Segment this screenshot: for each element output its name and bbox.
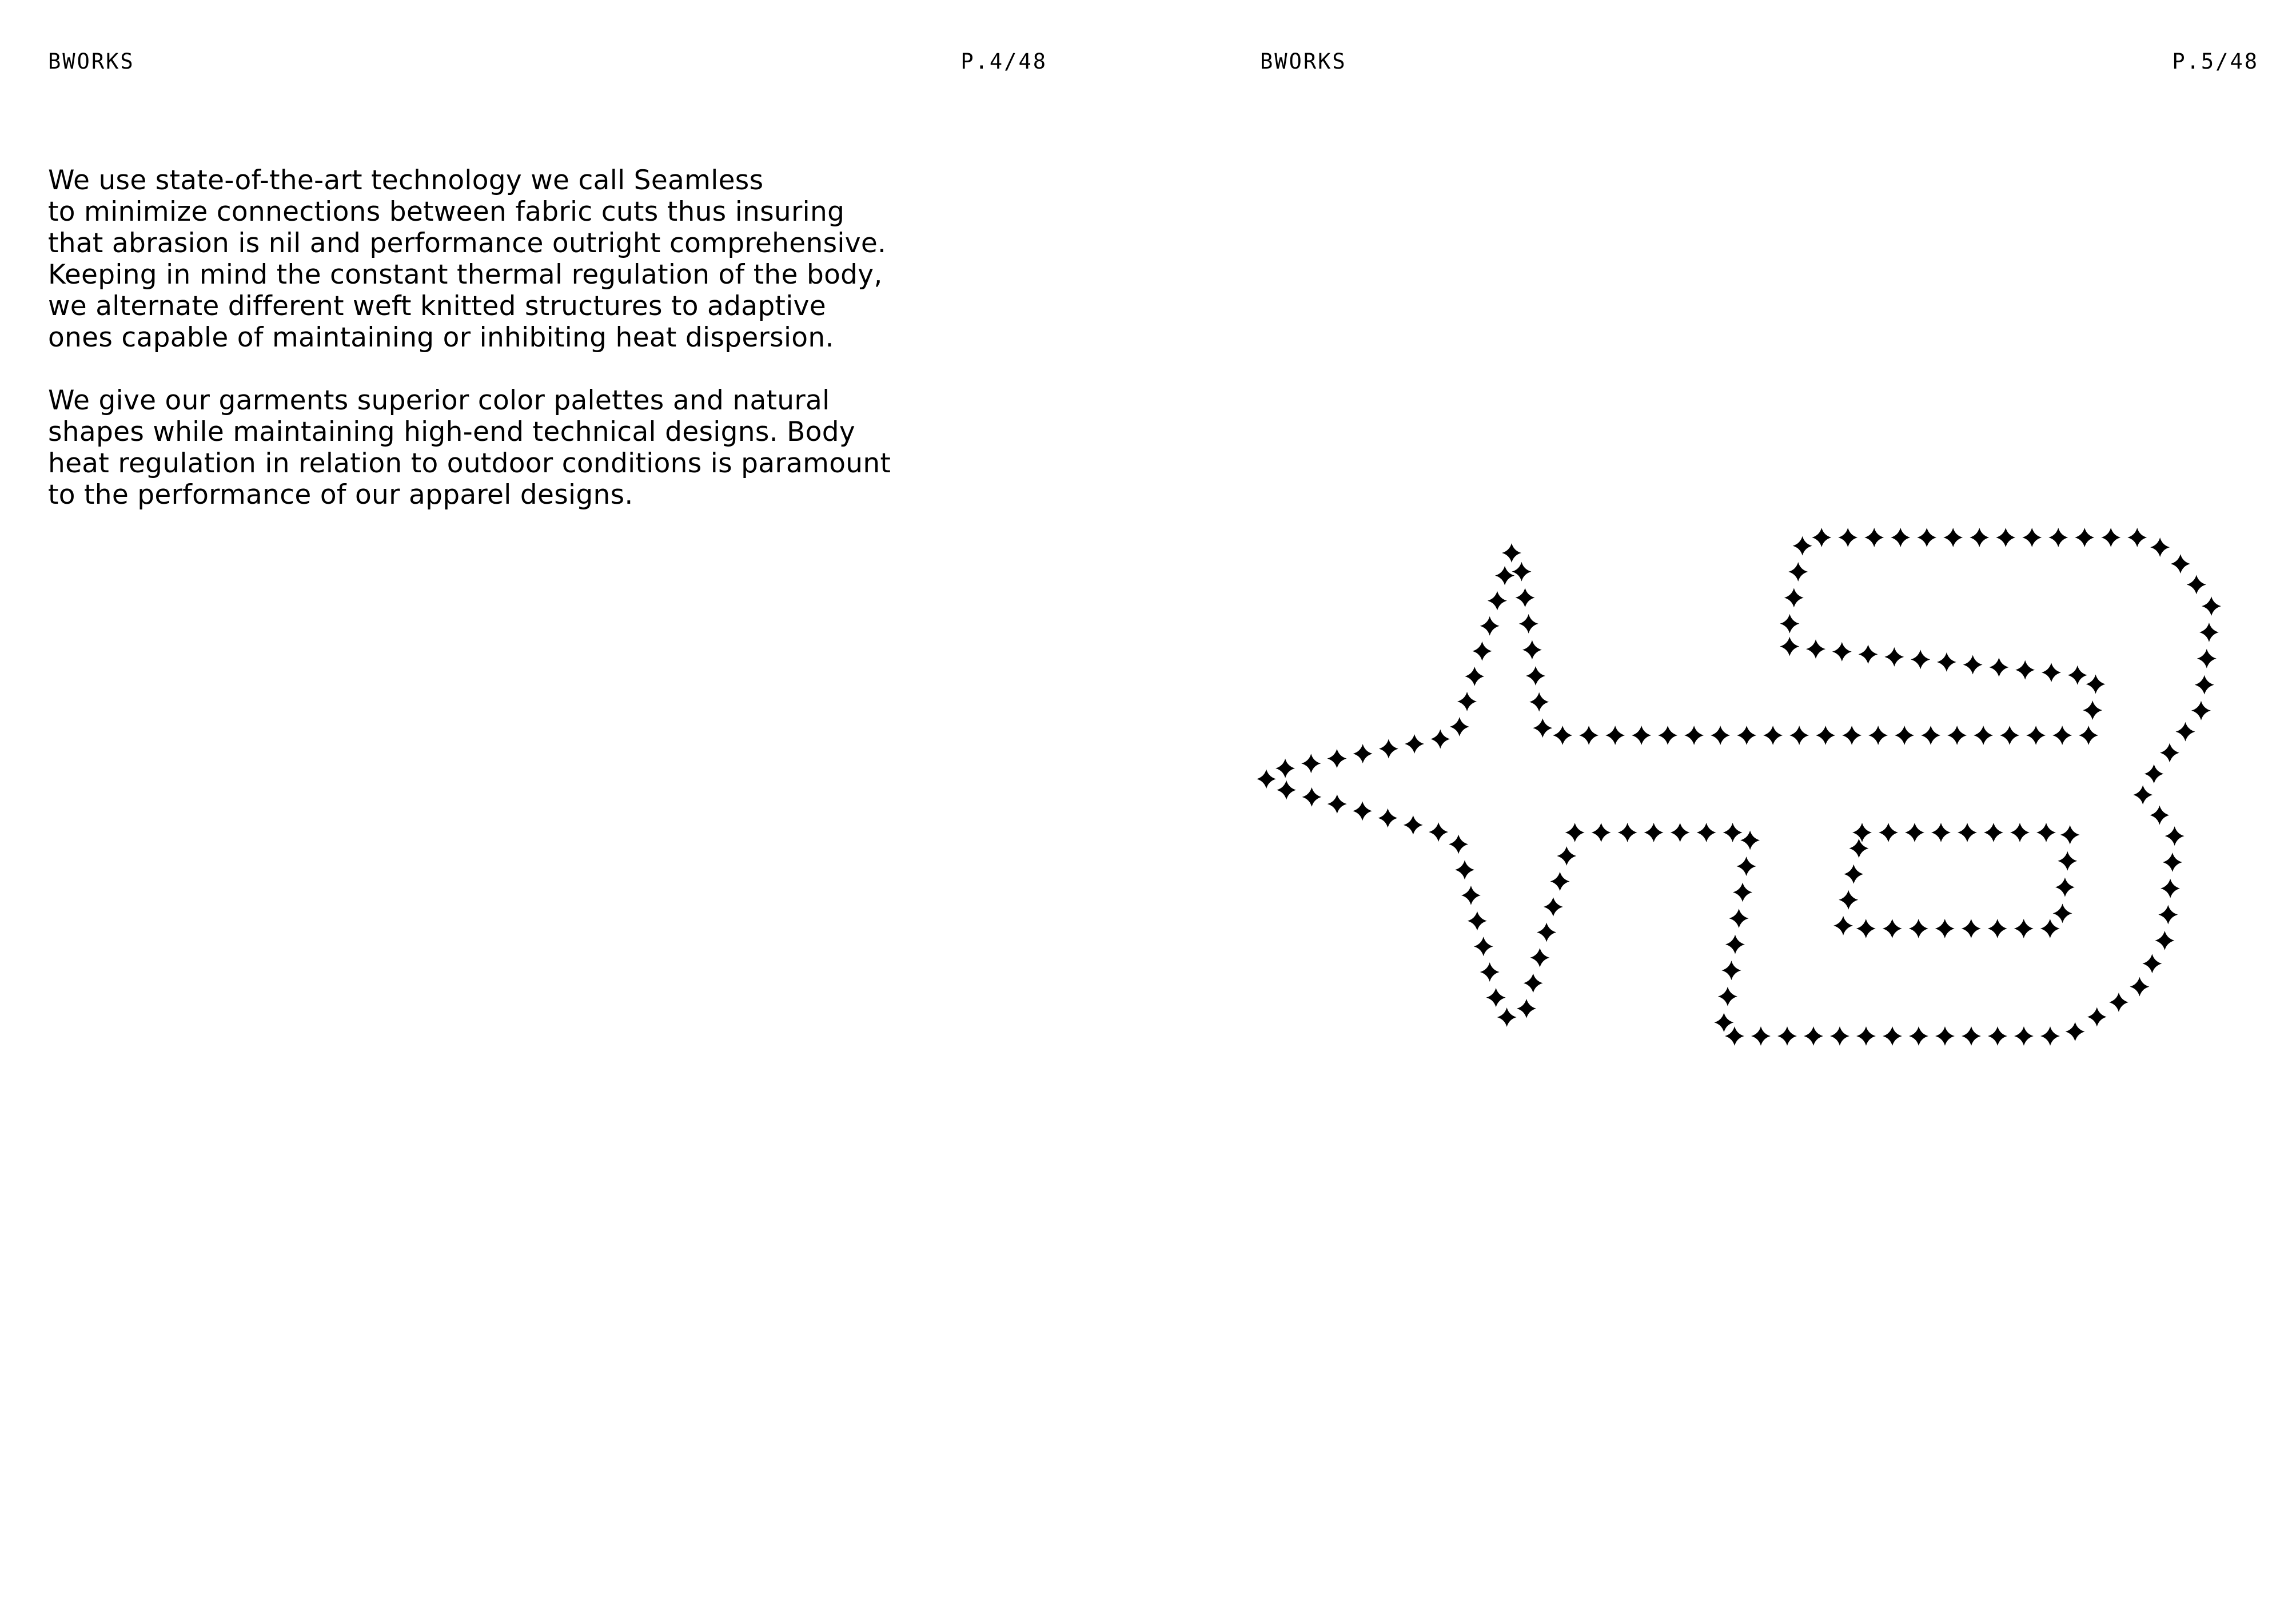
stitch-star-icon bbox=[1725, 1026, 1744, 1046]
stitch-star-icon bbox=[2142, 954, 2162, 973]
stitch-star-icon bbox=[1937, 652, 1956, 672]
stitch-star-icon bbox=[1529, 692, 1549, 712]
text-line: We use state-of-the-art technology we call Seamless bbox=[48, 165, 764, 196]
stitch-star-icon bbox=[1684, 726, 1704, 745]
stitch-star-icon bbox=[2083, 700, 2102, 720]
stitch-star-icon bbox=[1830, 1026, 1849, 1046]
stitch-star-icon bbox=[1935, 1026, 1955, 1046]
stitch-star-icon bbox=[1544, 897, 1563, 917]
stitch-star-icon bbox=[1737, 857, 1756, 876]
stitch-star-icon bbox=[1557, 846, 1576, 866]
stitch-star-icon bbox=[1275, 759, 1295, 778]
stitch-star-icon bbox=[1327, 749, 1346, 768]
stitch-star-icon bbox=[1856, 1026, 1876, 1046]
stitch-star-icon bbox=[1618, 823, 1637, 842]
stitch-star-icon bbox=[2158, 905, 2178, 925]
page-number: P.4/48 bbox=[960, 49, 1047, 74]
stitch-star-icon bbox=[1935, 919, 1955, 938]
stitch-star-icon bbox=[1512, 562, 1531, 582]
stitch-star-icon bbox=[2052, 726, 2072, 745]
stitch-star-icon bbox=[1751, 1026, 1771, 1046]
stitch-star-icon bbox=[1856, 919, 1876, 938]
text-line: We give our garments superior color palettes and natural bbox=[48, 385, 830, 416]
stitch-star-icon bbox=[1844, 865, 1863, 884]
stitch-star-icon bbox=[1517, 999, 1536, 1018]
stitch-star-icon bbox=[2133, 785, 2152, 804]
stitch-star-icon bbox=[2048, 528, 2068, 547]
stitch-star-icon bbox=[2163, 853, 2182, 872]
stitch-star-icon bbox=[2191, 701, 2211, 720]
text-line: to the performance of our apparel designs. bbox=[48, 479, 633, 511]
stitch-star-icon bbox=[1465, 667, 1484, 686]
paragraph-2 bbox=[48, 385, 1054, 511]
stitch-star-icon bbox=[2161, 879, 2180, 898]
stitch-star-icon bbox=[1864, 528, 1884, 547]
stitch-star-icon bbox=[1565, 823, 1585, 842]
stitch-star-icon bbox=[1605, 726, 1625, 745]
stitch-star-icon bbox=[1714, 1013, 1733, 1032]
stitch-star-icon bbox=[2165, 826, 2185, 846]
stitch-star-icon bbox=[1911, 650, 1930, 669]
stitch-star-icon bbox=[2202, 596, 2221, 616]
stitch-star-icon bbox=[1812, 528, 1831, 547]
stitch-star-icon bbox=[1480, 616, 1500, 636]
stitch-star-icon bbox=[1530, 948, 1549, 967]
stitch-star-icon bbox=[1468, 911, 1487, 931]
stitch-star-icon bbox=[2144, 764, 2164, 783]
stitch-star-icon bbox=[1553, 726, 1572, 745]
stitch-star-icon bbox=[1883, 1026, 1902, 1046]
paragraph-1 bbox=[48, 165, 1054, 353]
stitch-star-icon bbox=[1486, 988, 1506, 1007]
stitch-star-icon bbox=[1963, 655, 1983, 674]
stitch-star-icon bbox=[1729, 909, 1748, 928]
stitch-star-icon bbox=[1537, 922, 1556, 942]
stitch-star-icon bbox=[1740, 830, 1760, 850]
stitch-star-icon bbox=[1353, 801, 1372, 821]
stitch-star-icon bbox=[1777, 1026, 1797, 1046]
stitch-star-icon bbox=[1879, 823, 1898, 842]
stitch-star-icon bbox=[1883, 919, 1902, 938]
stitch-star-icon bbox=[1632, 726, 1651, 745]
stitch-star-icon bbox=[2175, 722, 2195, 742]
stitch-star-icon bbox=[2040, 919, 2060, 938]
stitch-star-icon bbox=[2079, 726, 2098, 745]
stitch-star-icon bbox=[2087, 1007, 2107, 1027]
stitch-star-icon bbox=[2026, 726, 2046, 745]
stitch-star-icon bbox=[1721, 961, 1741, 980]
stitch-star-icon bbox=[1909, 919, 1928, 938]
stitch-star-icon bbox=[1488, 591, 1507, 611]
stitch-star-icon bbox=[2101, 528, 2120, 547]
stitch-star-icon bbox=[1474, 937, 1493, 956]
stitch-star-icon bbox=[1816, 726, 1835, 745]
stitch-star-icon bbox=[1859, 644, 1878, 664]
stitch-star-icon bbox=[1533, 718, 1552, 738]
stitch-star-icon bbox=[1450, 717, 1469, 736]
stitch-star-icon bbox=[1763, 726, 1783, 745]
text-line: shapes while maintaining high-end technical designs. Body bbox=[48, 416, 855, 448]
body-text bbox=[48, 165, 1054, 542]
stitch-star-icon bbox=[1788, 562, 1808, 582]
stitch-star-icon bbox=[1526, 666, 1545, 686]
stitch-star-icon bbox=[2060, 825, 2080, 845]
stitch-star-icon bbox=[1733, 883, 1752, 902]
stitch-star-icon bbox=[1789, 726, 1809, 745]
stitch-star-icon bbox=[1974, 726, 1993, 745]
stitch-star-icon bbox=[1328, 794, 1347, 814]
stitch-star-icon bbox=[1984, 823, 2003, 842]
stitch-star-icon bbox=[1579, 726, 1599, 745]
stitch-star-icon bbox=[1842, 726, 1861, 745]
stitch-star-icon bbox=[1379, 739, 1398, 759]
stitch-star-icon bbox=[1405, 734, 1424, 754]
stitch-star-icon bbox=[1472, 642, 1492, 661]
stitch-star-icon bbox=[2155, 931, 2174, 950]
stitch-star-icon bbox=[1884, 647, 1904, 667]
text-line: Keeping in mind the constant thermal regulation of the body, bbox=[48, 259, 883, 290]
stitch-star-icon bbox=[1784, 588, 1804, 607]
stitch-star-icon bbox=[1430, 729, 1450, 748]
stitch-star-icon bbox=[1989, 658, 2008, 677]
stitch-star-icon bbox=[2086, 675, 2106, 694]
stitch-star-icon bbox=[1461, 886, 1481, 905]
stitch-star-icon bbox=[1970, 528, 1989, 547]
stitch-star-icon bbox=[1832, 642, 1852, 662]
stitch-star-icon bbox=[2197, 649, 2217, 668]
stitch-star-icon bbox=[2055, 878, 2075, 897]
stitch-star-icon bbox=[1658, 726, 1677, 745]
stitch-star-icon bbox=[1917, 528, 1936, 547]
stitch-star-icon bbox=[2171, 554, 2190, 573]
stitch-star-icon bbox=[1921, 726, 1940, 745]
text-line: ones capable of maintaining or inhibiting heat dispersion. bbox=[48, 322, 834, 353]
stitch-star-icon bbox=[2014, 1026, 2034, 1046]
stitch-star-icon bbox=[1839, 890, 1858, 910]
stitch-star-icon bbox=[2187, 575, 2206, 594]
stitch-star-icon bbox=[1723, 823, 1743, 842]
stitch-star-icon bbox=[1457, 692, 1477, 711]
stitch-star-icon bbox=[1644, 823, 1664, 842]
stitch-star-icon bbox=[1780, 614, 1799, 634]
stitch-star-icon bbox=[1780, 637, 1799, 656]
stitch-star-icon bbox=[1996, 528, 2015, 547]
stitch-star-icon bbox=[1519, 614, 1538, 634]
text-line: to minimize connections between fabric cuts thus insuring bbox=[48, 196, 845, 228]
stitch-star-icon bbox=[1257, 769, 1276, 788]
stitch-star-icon bbox=[1404, 815, 1423, 835]
stitch-star-icon bbox=[1495, 566, 1514, 586]
stitch-star-icon bbox=[2075, 528, 2094, 547]
stitch-star-icon bbox=[2127, 528, 2147, 547]
stitch-star-icon bbox=[1725, 935, 1745, 954]
stitch-star-icon bbox=[1833, 916, 1853, 935]
right-page bbox=[1148, 0, 2296, 1621]
stitch-star-icon bbox=[1793, 536, 1812, 556]
stitch-star-icon bbox=[1962, 1026, 1981, 1046]
stitch-star-icon bbox=[1480, 962, 1500, 982]
stitch-star-icon bbox=[1909, 1026, 1928, 1046]
stitch-star-icon bbox=[1895, 726, 1914, 745]
stitch-star-icon bbox=[1353, 744, 1373, 763]
stitch-star-icon bbox=[1988, 919, 2007, 938]
stitch-star-icon bbox=[1852, 823, 1872, 842]
text-line: we alternate different weft knitted structures to adaptive bbox=[48, 290, 826, 322]
stitch-star-icon bbox=[2066, 1022, 2085, 1041]
stitch-star-icon bbox=[1711, 726, 1730, 745]
stitched-star-b-logo-icon bbox=[1148, 0, 2296, 1621]
stitch-star-icon bbox=[2150, 537, 2170, 557]
stitch-star-icon bbox=[2053, 903, 2072, 923]
stitch-star-icon bbox=[1550, 871, 1570, 891]
stitch-star-icon bbox=[2109, 993, 2128, 1012]
stitch-star-icon bbox=[1849, 839, 1868, 858]
stitch-star-icon bbox=[1838, 528, 1857, 547]
text-line: heat regulation in relation to outdoor conditions is paramount bbox=[48, 448, 891, 479]
stitch-star-icon bbox=[2130, 977, 2149, 997]
stitch-star-icon bbox=[2022, 528, 2042, 547]
stitch-star-icon bbox=[1497, 1007, 1517, 1027]
stitch-star-icon bbox=[1378, 808, 1397, 828]
stitch-star-icon bbox=[1804, 1026, 1823, 1046]
stitch-star-icon bbox=[1988, 1026, 2007, 1046]
stitch-star-icon bbox=[1592, 823, 1611, 842]
stitch-star-icon bbox=[1277, 780, 1296, 800]
stitch-star-icon bbox=[1891, 528, 1910, 547]
stitch-star-icon bbox=[2160, 743, 2179, 763]
stitch-star-icon bbox=[1868, 726, 1888, 745]
stitch-star-icon bbox=[2150, 806, 2169, 825]
stitch-star-icon bbox=[2042, 663, 2061, 682]
stitch-star-icon bbox=[1947, 726, 1967, 745]
stitch-star-icon bbox=[1449, 835, 1468, 854]
stitch-star-icon bbox=[1943, 528, 1963, 547]
stitch-star-icon bbox=[2068, 666, 2087, 685]
brand-name: BWORKS bbox=[1260, 49, 1347, 74]
stitch-star-icon bbox=[1524, 973, 1543, 993]
stitch-star-icon bbox=[1697, 823, 1716, 842]
stitch-star-icon bbox=[2000, 726, 2019, 745]
stitch-star-icon bbox=[1502, 543, 1521, 563]
brand-name: BWORKS bbox=[48, 49, 135, 74]
stitch-star-icon bbox=[1516, 588, 1535, 607]
stitch-star-icon bbox=[2036, 823, 2056, 842]
stitch-star-icon bbox=[1806, 639, 1825, 659]
stitch-star-icon bbox=[1301, 754, 1321, 773]
stitch-star-icon bbox=[1737, 726, 1756, 745]
stitch-star-icon bbox=[1429, 822, 1448, 842]
stitch-star-icon bbox=[1455, 860, 1474, 879]
stitch-star-icon bbox=[1671, 823, 1690, 842]
stitch-star-icon bbox=[2015, 660, 2035, 680]
stitch-star-icon bbox=[1718, 987, 1737, 1006]
stitch-star-icon bbox=[2010, 823, 2030, 842]
stitch-star-icon bbox=[2199, 623, 2219, 642]
stitch-star-icon bbox=[2040, 1026, 2060, 1046]
stitch-star-icon bbox=[1962, 919, 1981, 938]
stitch-star-icon bbox=[2195, 675, 2214, 695]
stitch-star-icon bbox=[1302, 787, 1321, 807]
stitch-star-icon bbox=[1522, 640, 1542, 659]
stitch-star-icon bbox=[2014, 919, 2034, 938]
stitch-star-icon bbox=[1905, 823, 1924, 842]
stitch-star-icon bbox=[1931, 823, 1951, 842]
text-line: that abrasion is nil and performance outright comprehensive. bbox=[48, 228, 887, 259]
page-number: P.5/48 bbox=[2172, 49, 2259, 74]
stitch-star-icon bbox=[1958, 823, 1977, 842]
stitch-star-icon bbox=[2058, 851, 2077, 871]
